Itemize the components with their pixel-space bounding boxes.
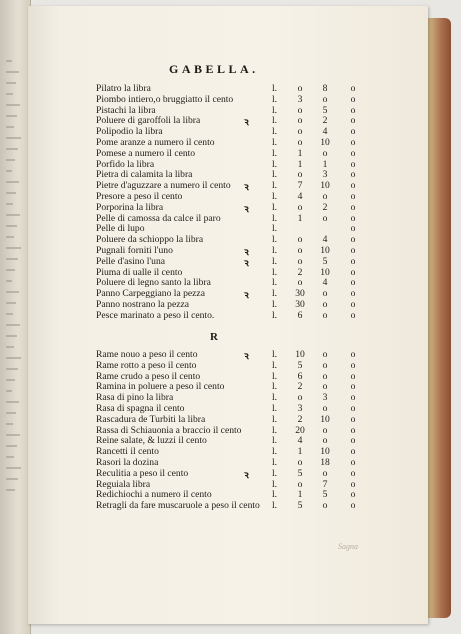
facing-page-text-fragment: [6, 203, 13, 205]
signature-mark: Sagna: [338, 542, 358, 551]
tariff-value-c2: o: [322, 435, 328, 447]
tariff-value-c3: o: [350, 212, 356, 224]
tariff-unit-label: l.: [272, 392, 278, 404]
tariff-unit-label: l.: [272, 424, 278, 436]
tariff-value-c3: o: [350, 115, 356, 127]
facing-page-text-fragment: [6, 115, 17, 117]
tariff-item-name: Poluere di legno santo la libra: [96, 277, 211, 289]
facing-page-text-fragment: [6, 269, 15, 271]
tariff-value-c1: 1: [297, 446, 303, 458]
tariff-item-name: Reguiala libra: [96, 478, 151, 490]
tariff-unit-label: l.: [272, 223, 278, 235]
facing-page-text-fragment: [6, 192, 16, 194]
tariff-item-name: Porfido la libra: [96, 158, 155, 170]
tariff-unit-label: l.: [272, 255, 278, 267]
facing-page-text-fragment: [6, 280, 12, 282]
tariff-value-c3: o: [350, 180, 356, 192]
tariff-item-name: Retragli da fare muscaruole a peso il cento: [96, 500, 260, 512]
tariff-unit-label: l.: [272, 457, 278, 468]
book-page: [28, 6, 428, 624]
facing-page-text-fragment: [6, 324, 20, 326]
facing-page-text-fragment: [6, 104, 20, 106]
tariff-value-c2: 5: [322, 104, 328, 116]
tariff-value-c1: 6: [297, 370, 303, 382]
tariff-value-c3: o: [350, 245, 356, 256]
tariff-item-name: Pesce marinato a peso il cento.: [96, 309, 215, 321]
facing-page-text-fragment: [6, 93, 13, 95]
tariff-value-c2: o: [322, 212, 328, 224]
tariff-value-c1: 3: [297, 93, 303, 105]
tariff-value-c2: o: [322, 381, 328, 393]
tariff-item-name: Pietre d'aguzzare a numero il cento: [96, 180, 231, 192]
tariff-item-name: Rascadura de Turbiti la libra: [96, 413, 206, 425]
tariff-value-c3: o: [350, 104, 356, 116]
tariff-value-c2: o: [322, 424, 328, 436]
tariff-value-c1: 3: [297, 403, 303, 414]
tariff-unit-label: l.: [272, 299, 278, 310]
tariff-value-c3: o: [350, 446, 356, 458]
tariff-value-c2: 3: [322, 169, 328, 181]
tariff-unit-label: l.: [272, 381, 278, 393]
tariff-value-c3: o: [350, 424, 356, 436]
tariff-value-c3: o: [350, 266, 356, 278]
tariff-item-name: Pilatro la libra: [96, 83, 151, 94]
tariff-value-c1: 30: [295, 288, 305, 300]
tariff-value-c2: 5: [322, 489, 328, 501]
tariff-value-c1: 4: [297, 191, 303, 202]
tariff-value-c1: o: [297, 126, 303, 138]
tariff-unit-label: l.: [272, 126, 278, 138]
tariff-marginal-mark: ꝛ: [244, 203, 249, 215]
tariff-value-c3: o: [350, 359, 356, 371]
tariff-value-c3: o: [350, 288, 356, 300]
tariff-value-c2: o: [322, 147, 328, 159]
tariff-value-c2: o: [322, 403, 328, 414]
tariff-unit-label: l.: [272, 245, 278, 256]
tariff-unit-label: l.: [272, 201, 278, 213]
facing-page-text-fragment: [6, 390, 12, 392]
tariff-item-name: Panno nostrano la pezza: [96, 299, 189, 310]
facing-page-text-fragment: [6, 258, 18, 260]
tariff-item-name: Presore a peso il cento: [96, 191, 183, 202]
facing-page-text-fragment: [6, 137, 21, 139]
tariff-value-c1: 5: [297, 500, 303, 512]
tariff-marginal-mark: ꝛ: [244, 182, 249, 194]
tariff-unit-label: l.: [272, 500, 278, 512]
tariff-value-c2: 1: [322, 158, 328, 170]
facing-page-text-fragment: [6, 60, 12, 62]
tariff-value-c3: o: [350, 191, 356, 202]
tariff-value-c2: o: [322, 467, 328, 479]
tariff-item-name: Reine salate, & luzzi il cento: [96, 435, 207, 447]
facing-page-text-fragment: [6, 478, 18, 480]
tariff-item-name: Rame crudo a peso il cento: [96, 370, 201, 382]
tariff-value-c2: o: [322, 349, 328, 360]
tariff-item-name: Pistachi la libra: [96, 104, 156, 116]
tariff-value-c1: 1: [297, 489, 303, 501]
facing-page-text-fragment: [6, 291, 19, 293]
tariff-value-c1: 1: [297, 158, 303, 170]
tariff-value-c2: o: [322, 359, 328, 371]
tariff-value-c3: o: [350, 147, 356, 159]
tariff-value-c3: o: [350, 309, 356, 321]
tariff-unit-label: l.: [272, 446, 278, 458]
facing-page-text-fragment: [6, 214, 20, 216]
tariff-unit-label: l.: [272, 467, 278, 479]
tariff-unit-label: l.: [272, 147, 278, 159]
tariff-item-name: Rasa di pino la libra: [96, 392, 174, 404]
tariff-value-c1: 4: [297, 435, 303, 447]
tariff-item-name: Rancetti il cento: [96, 446, 159, 458]
tariff-value-c3: o: [350, 83, 356, 94]
tariff-marginal-mark: ꝛ: [244, 351, 249, 362]
tariff-value-c2: 3: [322, 392, 328, 404]
tariff-value-c1: 20: [295, 424, 305, 436]
tariff-unit-label: l.: [272, 212, 278, 224]
tariff-value-c1: 1: [297, 212, 303, 224]
tariff-value-c3: o: [350, 500, 356, 512]
tariff-item-name: Redichiochi a numero il cento: [96, 489, 212, 501]
tariff-value-c1: 6: [297, 309, 303, 321]
tariff-item-name: Pelle di lupo: [96, 223, 145, 235]
tariff-value-c1: 30: [295, 299, 305, 310]
tariff-item-name: Ramina in poluere a peso il cento: [96, 381, 225, 393]
tariff-value-c2: 10: [320, 137, 330, 148]
facing-page-text-fragment: [6, 170, 12, 172]
tariff-value-c3: o: [350, 392, 356, 404]
facing-page-text-fragment: [6, 357, 21, 359]
tariff-marginal-mark: ꝛ: [244, 290, 249, 302]
tariff-value-c1: 5: [297, 359, 303, 371]
tariff-item-name: Poluere da schioppo la libra: [96, 234, 204, 246]
tariff-unit-label: l.: [272, 478, 278, 490]
tariff-value-c2: o: [322, 370, 328, 382]
tariff-value-c1: 5: [297, 467, 303, 479]
facing-page-text-fragment: [6, 313, 13, 315]
tariff-value-c1: o: [297, 245, 303, 256]
tariff-value-c2: 10: [320, 446, 330, 458]
tariff-unit-label: l.: [272, 435, 278, 447]
tariff-unit-label: l.: [272, 413, 278, 425]
tariff-unit-label: l.: [272, 288, 278, 300]
tariff-value-c3: o: [350, 93, 356, 105]
tariff-item-name: Pietra di calamita la libra: [96, 169, 193, 181]
tariff-value-c3: o: [350, 370, 356, 382]
facing-page-text-fragment: [6, 302, 16, 304]
tariff-marginal-mark: ꝛ: [244, 247, 249, 258]
tariff-value-c1: o: [297, 137, 303, 148]
tariff-value-c2: 4: [322, 126, 328, 138]
tariff-item-name: Pugnali forniti l'uno: [96, 245, 173, 256]
tariff-value-c3: o: [350, 234, 356, 246]
tariff-value-c2: 10: [320, 180, 330, 192]
tariff-marginal-mark: ꝛ: [244, 117, 249, 129]
tariff-value-c1: o: [297, 255, 303, 267]
tariff-value-c1: o: [297, 115, 303, 127]
tariff-value-c2: 10: [320, 413, 330, 425]
tariff-unit-label: l.: [272, 309, 278, 321]
tariff-value-c3: o: [350, 277, 356, 289]
tariff-unit-label: l.: [272, 83, 278, 94]
facing-page-edge: [0, 0, 31, 634]
tariff-value-c1: o: [297, 277, 303, 289]
facing-page-text-fragment: [6, 247, 21, 249]
tariff-item-name: Rame nouo a peso il cento: [96, 349, 198, 360]
tariff-value-c3: o: [350, 158, 356, 170]
facing-page-text-fragment: [6, 236, 14, 238]
tariff-value-c2: 8: [322, 83, 328, 94]
tariff-unit-label: l.: [272, 370, 278, 382]
facing-page-text-fragment: [6, 434, 20, 436]
tariff-marginal-mark: ꝛ: [244, 469, 249, 481]
tariff-unit-label: l.: [272, 277, 278, 289]
tariff-unit-label: l.: [272, 104, 278, 116]
facing-page-text-fragment: [6, 489, 15, 491]
tariff-marginal-mark: ꝛ: [244, 257, 249, 269]
tariff-value-c2: o: [322, 191, 328, 202]
tariff-value-c2: 10: [320, 245, 330, 256]
tariff-value-c2: 5: [322, 255, 328, 267]
tariff-value-c3: o: [350, 223, 356, 235]
facing-page-text-fragment: [6, 346, 14, 348]
tariff-value-c3: o: [350, 489, 356, 501]
tariff-item-name: Pome aranze a numero il cento: [96, 137, 215, 148]
facing-page-text-fragment: [6, 401, 19, 403]
tariff-item-name: Pelle d'asino l'una: [96, 255, 166, 267]
tariff-value-c1: o: [297, 201, 303, 213]
tariff-value-c3: o: [350, 255, 356, 267]
tariff-value-c2: o: [322, 288, 328, 300]
facing-page-text-fragment: [6, 335, 17, 337]
tariff-value-c1: 2: [297, 413, 303, 425]
facing-page-text-fragment: [6, 181, 19, 183]
tariff-row: [96, 310, 396, 322]
tariff-value-c2: 2: [322, 201, 328, 213]
tariff-value-c3: o: [350, 137, 356, 148]
tariff-item-name: Pomese a numero il cento: [96, 147, 196, 159]
tariff-unit-label: l.: [272, 234, 278, 246]
tariff-value-c3: o: [350, 126, 356, 138]
tariff-value-c2: 2: [322, 115, 328, 127]
tariff-item-name: Piombo intiero,o bruggiatto il cento: [96, 93, 234, 105]
tariff-value-c2: 7: [322, 478, 328, 490]
tariff-value-c2: 4: [322, 277, 328, 289]
tariff-value-c3: o: [350, 467, 356, 479]
tariff-value-c1: 10: [295, 349, 305, 360]
tariff-value-c3: o: [350, 349, 356, 360]
facing-page-text-fragment: [6, 412, 16, 414]
facing-page-text-fragment: [6, 368, 18, 370]
tariff-item-name: Rasori la dozina: [96, 457, 159, 468]
tariff-value-c1: o: [297, 104, 303, 116]
tariff-unit-label: l.: [272, 191, 278, 202]
tariff-value-c3: o: [350, 478, 356, 490]
tariff-value-c1: 2: [297, 381, 303, 393]
tariff-unit-label: l.: [272, 349, 278, 360]
facing-page-text-fragment: [6, 379, 15, 381]
tariff-value-c1: o: [297, 478, 303, 490]
tariff-value-c3: o: [350, 435, 356, 447]
tariff-value-c2: 10: [320, 266, 330, 278]
tariff-item-name: Rame rotto a peso il cento: [96, 359, 197, 371]
tariff-value-c2: 4: [322, 234, 328, 246]
tariff-item-name: Porporina la libra: [96, 201, 164, 213]
section-letter: R: [210, 331, 218, 343]
tariff-unit-label: l.: [272, 137, 278, 148]
tariff-unit-label: l.: [272, 169, 278, 181]
tariff-value-c3: o: [350, 413, 356, 425]
facing-page-text-fragment: [6, 423, 13, 425]
tariff-value-c3: o: [350, 403, 356, 414]
tariff-unit-label: l.: [272, 489, 278, 501]
page-header: GABELLA.: [169, 62, 259, 76]
tariff-value-c1: 2: [297, 266, 303, 278]
tariff-unit-label: l.: [272, 266, 278, 278]
tariff-value-c2: o: [322, 93, 328, 105]
facing-page-text-fragment: [6, 225, 17, 227]
facing-page-text-fragment: [6, 148, 18, 150]
tariff-item-name: Rasa di spagna il cento: [96, 403, 185, 414]
tariff-value-c3: o: [350, 381, 356, 393]
tariff-unit-label: l.: [272, 93, 278, 105]
tariff-value-c2: 18: [320, 457, 330, 468]
tariff-item-name: Poluere di garoffoli la libra: [96, 115, 201, 127]
tariff-row: [96, 500, 396, 512]
tariff-unit-label: l.: [272, 359, 278, 371]
tariff-unit-label: l.: [272, 115, 278, 127]
tariff-item-name: Reculitia a peso il cento: [96, 467, 189, 479]
tariff-value-c3: o: [350, 201, 356, 213]
tariff-value-c2: o: [322, 299, 328, 310]
facing-page-text-fragment: [6, 467, 21, 469]
facing-page-text-fragment: [6, 159, 15, 161]
tariff-unit-label: l.: [272, 403, 278, 414]
tariff-value-c1: o: [297, 392, 303, 404]
facing-page-text-fragment: [6, 456, 14, 458]
tariff-item-name: Polipodio la libra: [96, 126, 163, 138]
tariff-value-c1: 1: [297, 147, 303, 159]
tariff-value-c1: o: [297, 169, 303, 181]
tariff-value-c2: o: [322, 500, 328, 512]
tariff-value-c3: o: [350, 169, 356, 181]
tariff-value-c3: o: [350, 299, 356, 310]
tariff-item-name: Rassa di Schiauonia a braccio il cento: [96, 424, 242, 436]
facing-page-text-fragment: [6, 445, 17, 447]
facing-page-text-fragment: [6, 82, 16, 84]
tariff-value-c1: o: [297, 234, 303, 246]
tariff-item-name: Panno Carpeggiano la pezza: [96, 288, 205, 300]
tariff-value-c1: 7: [297, 180, 303, 192]
facing-page-text-fragment: [6, 71, 19, 73]
tariff-unit-label: l.: [272, 158, 278, 170]
tariff-item-name: Pelle di camossa da calce il paro: [96, 212, 221, 224]
facing-page-text-fragment: [6, 126, 14, 128]
tariff-value-c3: o: [350, 457, 356, 468]
tariff-value-c1: o: [297, 83, 303, 94]
tariff-value-c2: o: [322, 309, 328, 321]
tariff-item-name: Piuma di ualle il cento: [96, 266, 183, 278]
tariff-value-c1: o: [297, 457, 303, 468]
tariff-unit-label: l.: [272, 180, 278, 192]
